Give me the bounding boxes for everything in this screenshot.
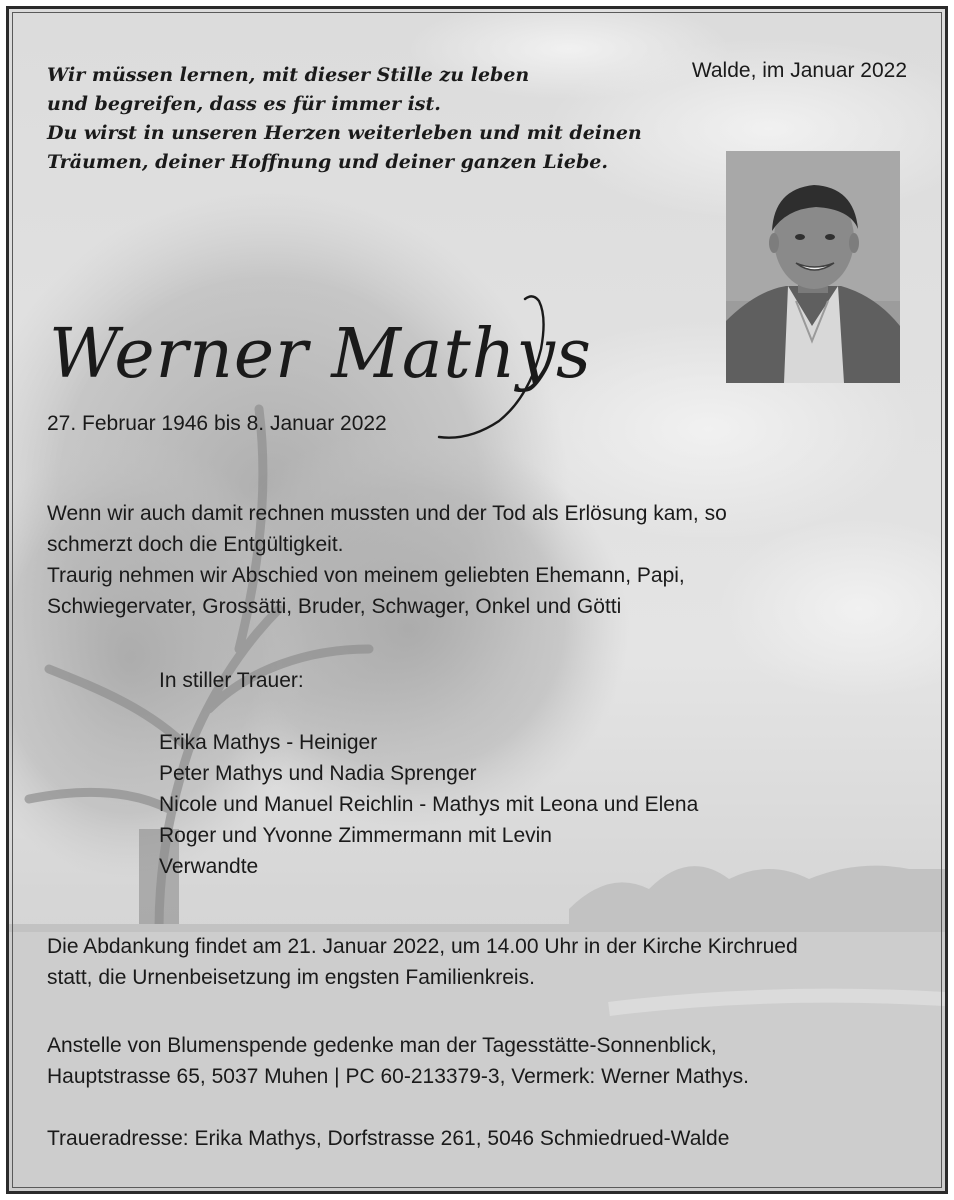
portrait-photo <box>726 151 900 383</box>
place-date: Walde, im Januar 2022 <box>691 59 907 82</box>
obituary-frame <box>6 6 948 1194</box>
mourner-name: Nicole und Manuel Reichlin - Mathys mit Leona und Elena <box>159 793 699 816</box>
life-dates: 27. Februar 1946 bis 8. Januar 2022 <box>47 412 387 435</box>
funeral-service-info <box>47 931 798 993</box>
farewell-text <box>47 498 727 622</box>
memorial-poem <box>47 61 642 177</box>
text-line: Die Abdankung findet am 21. Januar 2022, um 14.00 Uhr in der Kirche Kirchrued <box>47 935 798 958</box>
text-line: Traurig nehmen wir Abschied von meinem geliebten Ehemann, Papi, <box>47 564 685 587</box>
mourner-name: Peter Mathys und Nadia Sprenger <box>159 762 477 785</box>
mourner-name: Erika Mathys - Heiniger <box>159 731 378 754</box>
mourners-heading: In stiller Trauer: <box>159 669 304 692</box>
poem-line: Träumen, deiner Hoffnung und deiner ganzen Liebe. <box>47 151 608 173</box>
deceased-name: Werner Mathys <box>49 315 592 394</box>
text-line: Anstelle von Blumenspende gedenke man der Tagesstätte-Sonnenblick, <box>47 1034 717 1057</box>
poem-line: Wir müssen lernen, mit dieser Stille zu leben <box>47 64 530 86</box>
mourner-name: Verwandte <box>159 855 259 878</box>
mourner-name: Roger und Yvonne Zimmermann mit Levin <box>159 824 552 847</box>
text-line: Wenn wir auch damit rechnen mussten und der Tod als Erlösung kam, so <box>47 502 727 525</box>
donation-info <box>47 1030 749 1092</box>
text-line: schmerzt doch die Entgültigkeit. <box>47 533 344 556</box>
portrait-illustration <box>726 151 900 383</box>
obituary-content <box>9 9 945 1191</box>
poem-line: Du wirst in unseren Herzen weiterleben und mit deinen <box>47 122 642 144</box>
name-flourish <box>429 289 559 449</box>
text-line: statt, die Urnenbeisetzung im engsten Familienkreis. <box>47 966 535 989</box>
mourning-address <box>47 1123 729 1154</box>
poem-line: und begreifen, dass es für immer ist. <box>47 93 441 115</box>
text-line: Schwiegervater, Grossätti, Bruder, Schwager, Onkel und Götti <box>47 595 622 618</box>
text-line: Traueradresse: Erika Mathys, Dorfstrasse 261, 5046 Schmiedrued-Walde <box>47 1127 730 1150</box>
mourners-list <box>159 665 698 882</box>
text-line: Hauptstrasse 65, 5037 Muhen | PC 60-213379-3, Vermerk: Werner Mathys. <box>47 1065 749 1088</box>
